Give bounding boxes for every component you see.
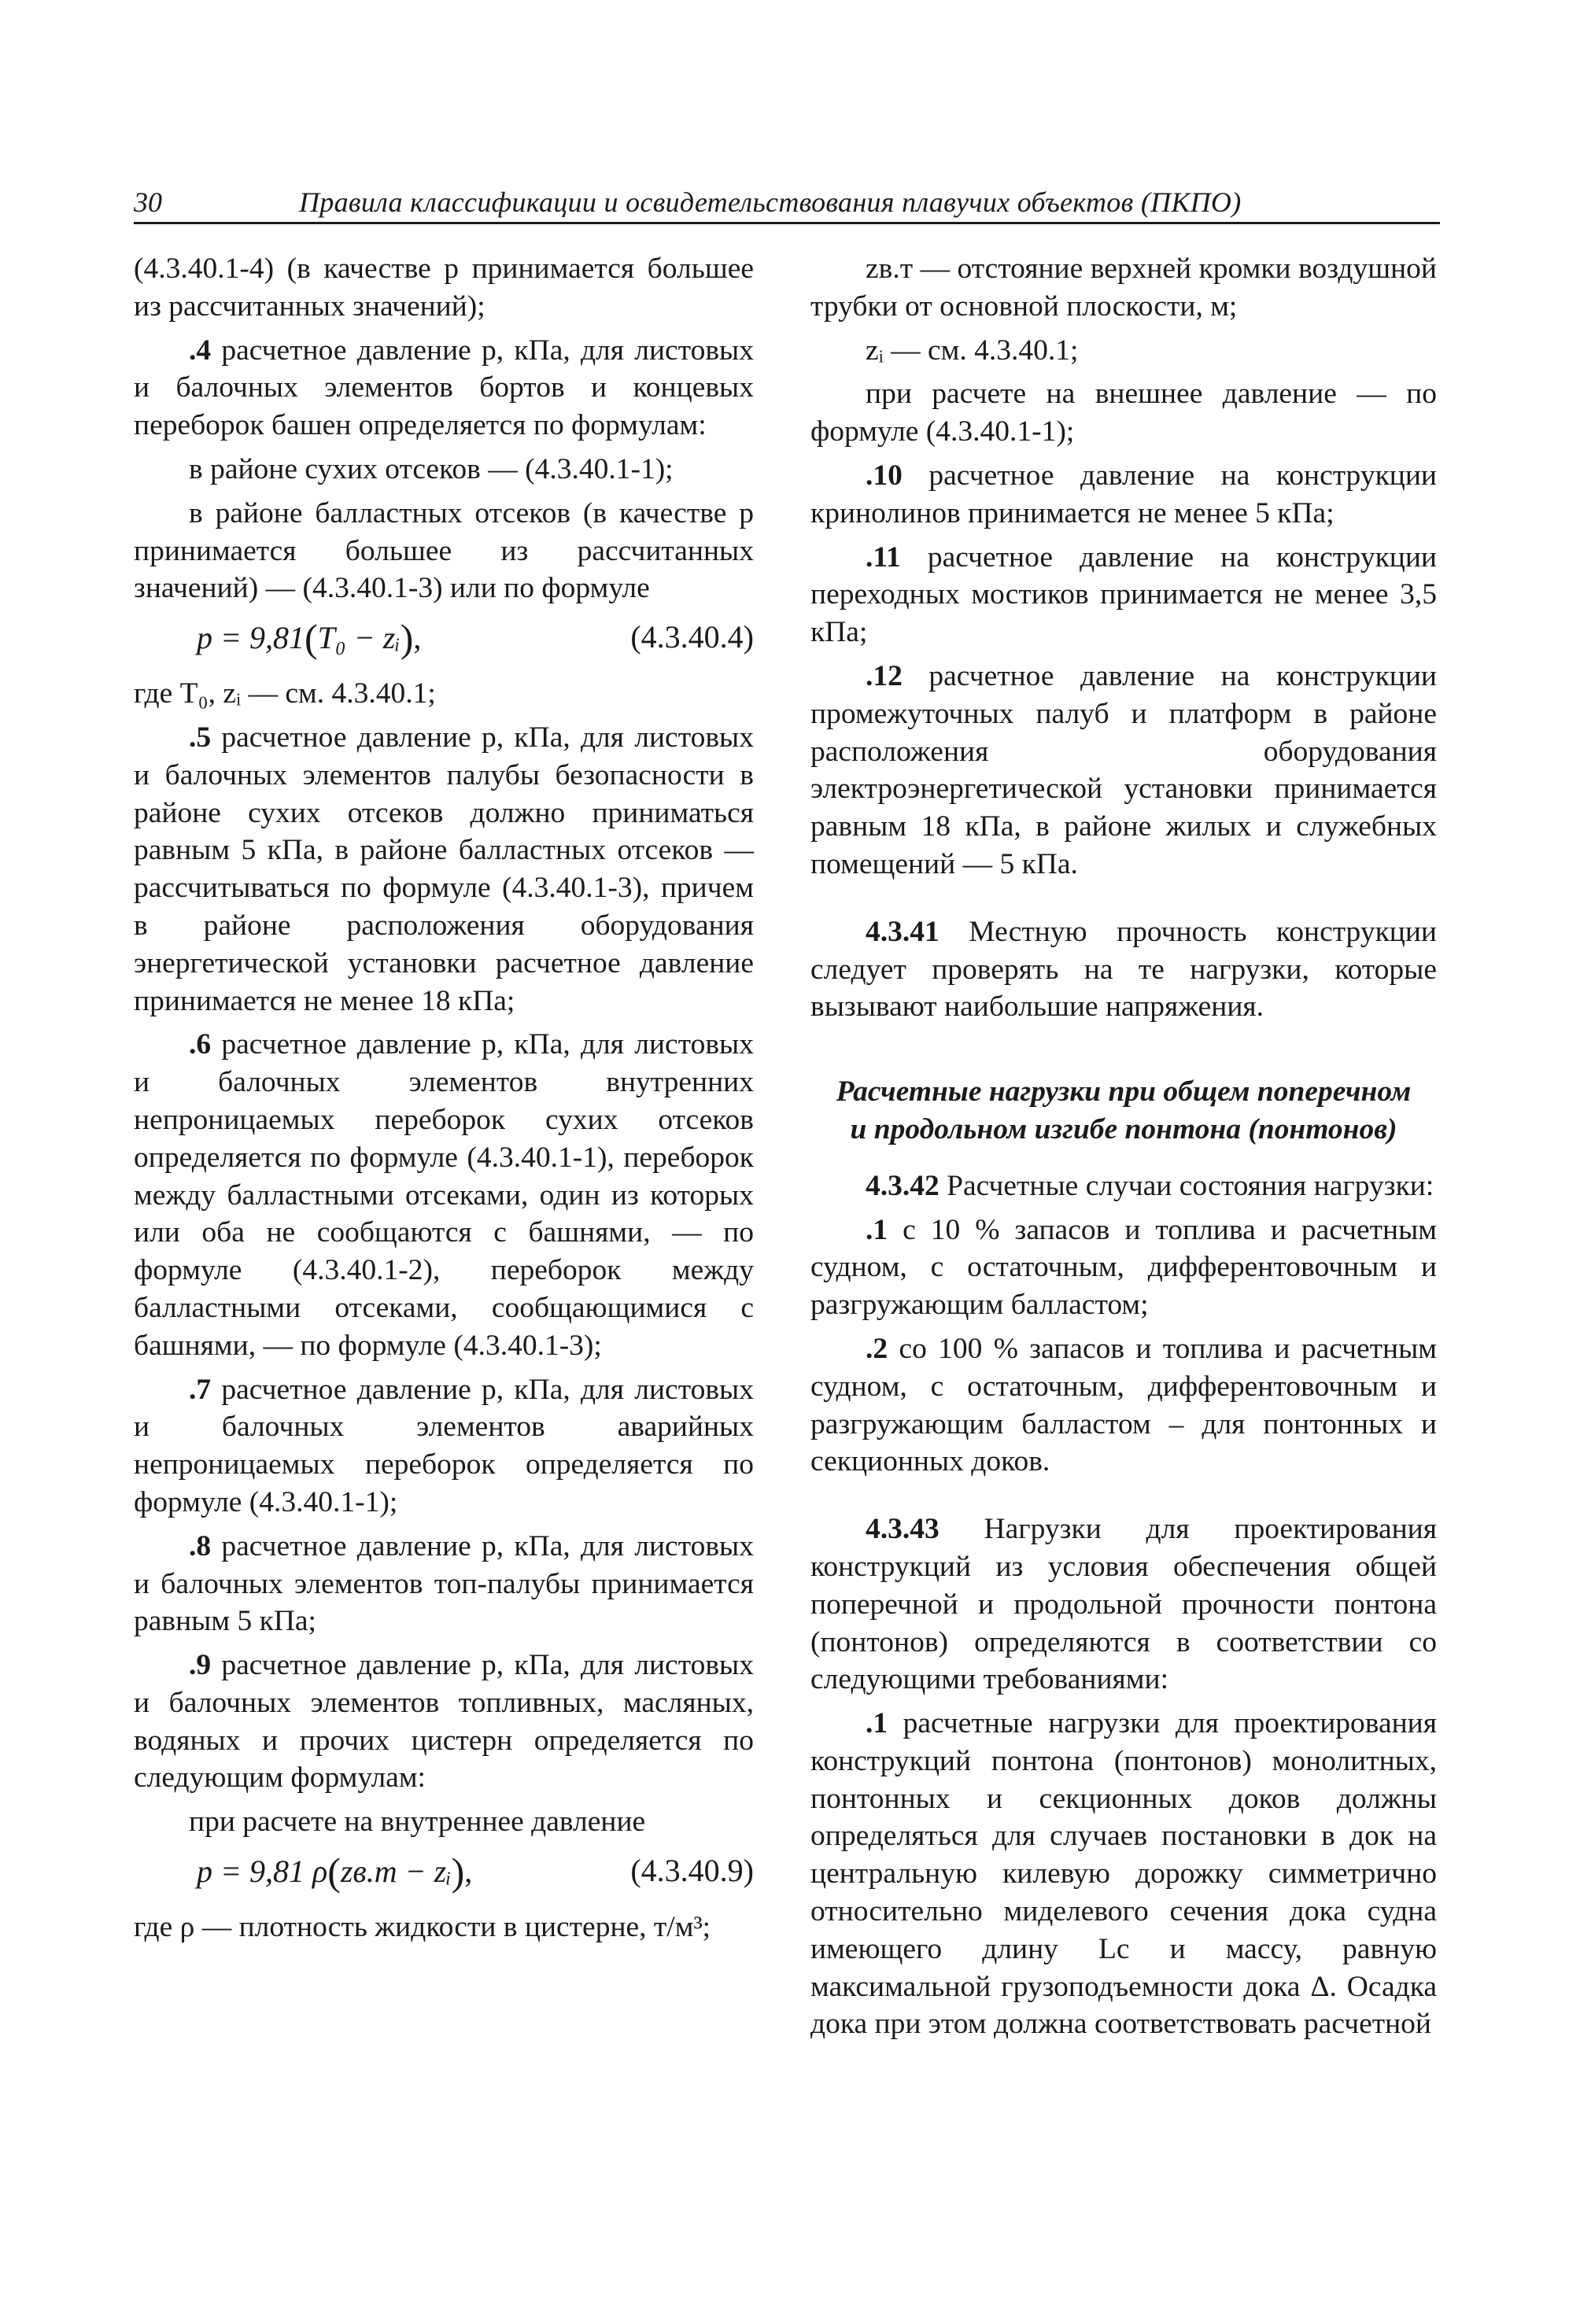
- running-header: [134, 186, 1440, 224]
- left-column: [134, 250, 754, 1953]
- clause-11: [810, 539, 1437, 651]
- subsection-heading-line: и продольном изгибе понтона (понтонов): [850, 1112, 1397, 1145]
- clause-1: [810, 1212, 1437, 1324]
- clause-number: .9: [189, 1649, 212, 1682]
- formula-inner: T₀ − zᵢ: [317, 620, 401, 656]
- section-4-3-41: [810, 913, 1437, 1026]
- paragraph: при расчете на внутреннее давление: [189, 1806, 646, 1839]
- paragraph: zв.т — отстояние верхней кромки воздушной трубки от основной плоскости, м;: [810, 253, 1437, 323]
- clause-10: [810, 457, 1437, 533]
- paragraph: в районе балластных отсеков (в качестве p принимается большее из рассчитанных значений) — (4.3.40.1-3) или по формуле: [134, 496, 754, 605]
- section-number: 4.3.43: [866, 1513, 940, 1546]
- clause-text: расчетное давление p, кПа, для листовых и балочных элементов топ-палубы принимается равным 5 кПа;: [134, 1529, 754, 1638]
- clause-4: [134, 332, 754, 445]
- running-title: Правила классификации и освидетельствования плавучих объектов (ПКПО): [299, 186, 1242, 218]
- formula-number: (4.3.40.4): [630, 619, 754, 655]
- clause-8: [134, 1528, 754, 1640]
- clause-number: .6: [189, 1028, 212, 1061]
- formula-tail: ,: [413, 620, 422, 656]
- clause-text: расчетное давление p, кПа, для листовых и балочных элементов внутренних непроницаемых переборок сухих отсеков определяется по формуле (4.3.40.1-1), переборок между балластными отсеками, один из которых или оба не сообщаются с башнями, — по формуле (4.3.40.1-2), переборок между балластными отсеками, сообщающимися с башнями, — по формуле (4.3.40.1-3);: [134, 1028, 754, 1362]
- formula-4-3-40-4: p = 9,81(T₀ − zᵢ), (4.3.40.4): [197, 616, 754, 661]
- clause-number: .5: [189, 721, 212, 754]
- paragraph: в районе сухих отсеков — (4.3.40.1-1);: [189, 452, 674, 485]
- paragraph: zᵢ — см. 4.3.40.1;: [866, 334, 1079, 367]
- clause-12: [810, 658, 1437, 883]
- formula-inner: zв.т − zᵢ: [340, 1854, 452, 1890]
- section-number: 4.3.42: [866, 1169, 940, 1202]
- clause-text: с 10 % запасов и топлива и расчетным судном, с остаточным, дифферентовочным и разгружающим балластом;: [810, 1213, 1437, 1322]
- clause-1: [810, 1705, 1437, 2043]
- clause-text: со 100 % запасов и топлива и расчетным судном, с остаточным, дифферентовочным и разгружающим балластом – для понтонных и секционных доков.: [810, 1332, 1437, 1478]
- clause-text: расчетное давление на конструкции переходных мостиков принимается не менее 3,5 кПа;: [810, 540, 1437, 649]
- clause-number: .2: [866, 1332, 888, 1365]
- subsection-heading-line: Расчетные нагрузки при общем поперечном: [836, 1075, 1412, 1109]
- clause-text: расчетное давление на конструкции промежуточных палуб и платформ в районе расположения оборудования электроэнергетической установки принимается равным 18 кПа, в районе жилых и служебных помещений — 5 кПа.: [810, 659, 1437, 880]
- paragraph: где T₀, zᵢ — см. 4.3.40.1;: [134, 677, 436, 710]
- section-text: Расчетные случаи состояния нагрузки:: [939, 1169, 1434, 1202]
- clause-number: .12: [866, 659, 903, 692]
- clause-6: [134, 1026, 754, 1364]
- section-text: Нагрузки для проектирования конструкций из условия обеспечения общей поперечной и продольной прочности понтона (понтонов) определяются в соответствии со следующими требованиями:: [810, 1513, 1437, 1696]
- clause-number: .4: [189, 334, 212, 367]
- section-number: 4.3.41: [866, 915, 940, 948]
- clause-number: .11: [866, 540, 901, 574]
- formula-number: (4.3.40.9): [630, 1853, 754, 1889]
- paragraph: (4.3.40.1-4) (в качестве p принимается большее из рассчитанных значений);: [134, 253, 754, 323]
- paragraph: где ρ — плотность жидкости в цистерне, т/м³;: [134, 1911, 711, 1944]
- clause-text: расчетное давление p, кПа, для листовых и балочных элементов палубы безопасности в районе сухих отсеков должно приниматься равным 5 кПа, в районе балластных отсеков — рассчитываться по формуле (4.3.40.1-3), причем в районе расположения оборудования энергетической установки расчетное давление принимается не менее 18 кПа;: [134, 721, 754, 1017]
- clause-text: расчетное давление p, кПа, для листовых и балочных элементов бортов и концевых переборок башен определяется по формулам:: [134, 334, 754, 442]
- page-number: 30: [134, 186, 162, 218]
- clause-number: .1: [866, 1213, 888, 1246]
- clause-text: расчетное давление p, кПа, для листовых и балочных элементов топливных, масляных, водяных и прочих цистерн определяется по следующим формулам:: [134, 1649, 754, 1795]
- clause-5: [134, 719, 754, 1020]
- clause-text: расчетное давление p, кПа, для листовых и балочных элементов аварийных непроницаемых переборок определяется по формуле (4.3.40.1-1);: [134, 1373, 754, 1518]
- formula-lhs: p = 9,81 ρ: [197, 1854, 328, 1890]
- paragraph: при расчете на внешнее давление — по формуле (4.3.40.1-1);: [810, 378, 1437, 448]
- clause-7: [134, 1371, 754, 1522]
- clause-number: .10: [866, 459, 903, 492]
- right-column: [810, 250, 1437, 2049]
- formula-tail: ,: [464, 1854, 473, 1890]
- section-4-3-42: [810, 1168, 1437, 1205]
- clause-9: [134, 1647, 754, 1797]
- clause-number: .8: [189, 1529, 212, 1562]
- clause-text: расчетное давление на конструкции кринолинов принимается не менее 5 кПа;: [810, 459, 1437, 529]
- formula-lhs: p = 9,81: [197, 620, 305, 656]
- formula-4-3-40-9: p = 9,81 ρ(zв.т − zᵢ), (4.3.40.9): [197, 1850, 754, 1894]
- clause-2: [810, 1330, 1437, 1481]
- clause-text: расчетные нагрузки для проектирования конструкций понтона (понтонов) монолитных, понтонных и секционных доков должны определяться для случаев постановки в док на центральную килевую дорожку симметрично относительно миделевого сечения дока судна имеющего длину Lс и массу, равную максимальной грузоподъемности дока Δ. Осадка дока при этом должна соответствовать расчетной: [810, 1707, 1437, 2041]
- subsection-heading: [810, 1073, 1437, 1149]
- section-4-3-43: [810, 1511, 1437, 1699]
- clause-number: .1: [866, 1707, 888, 1740]
- clause-number: .7: [189, 1373, 212, 1406]
- section-text: Местную прочность конструкции следует проверять на те нагрузки, которые вызывают наибольшие напряжения.: [810, 915, 1437, 1024]
